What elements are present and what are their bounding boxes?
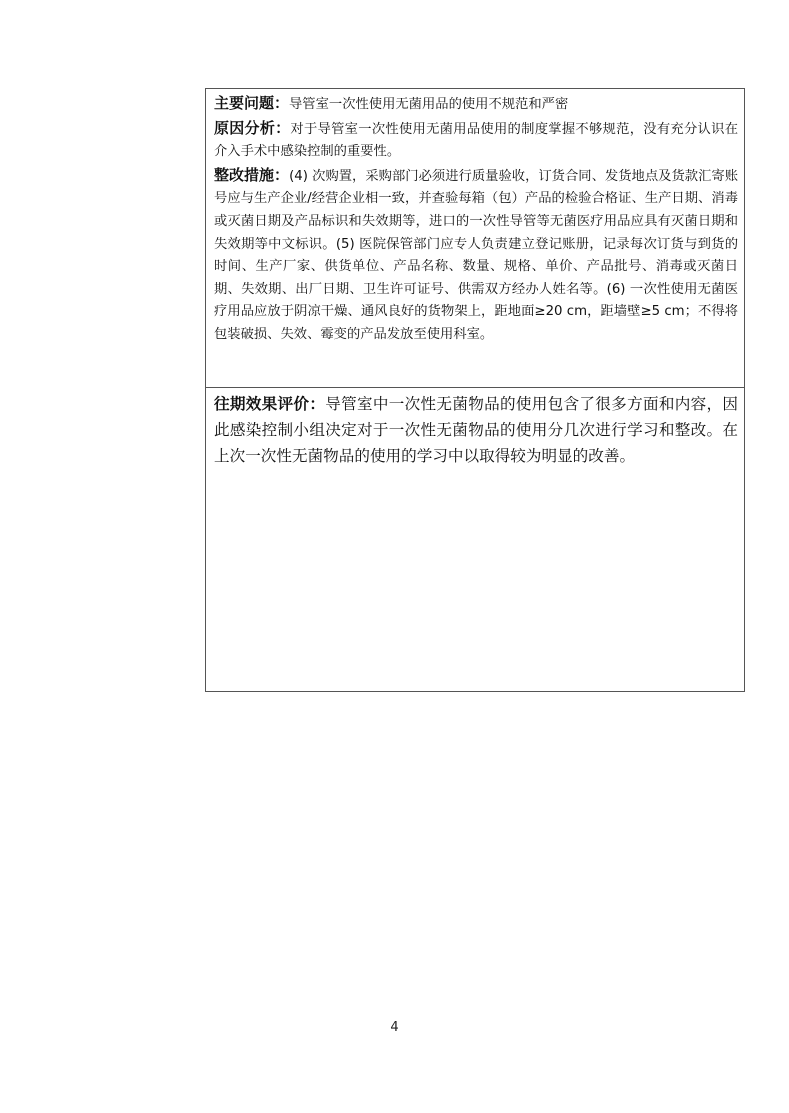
page-number: 4 — [390, 1020, 399, 1035]
measures-label: 整改措施： — [214, 165, 290, 184]
measures-text: (4) 次购置，采购部门必须进行质量验收，订货合同、发货地点及货款汇寄账号应与生产企业/经营企业相一致，并查验每箱（包）产品的检验合格证、生产日期、消毒或灭菌日期及产品标识和失效期等，进口的一次性导管等无菌医疗用品应具有灭菌日期和失效期等中文标识。(5) 医院保管部门应专人负责建立登记账册，记录每次订货与到货的时间、生产厂家、供货单位、产品名称、数量、规格、单价、产品批号、消毒或灭菌日期、失效期、出厂日期、卫生许可证号、供需双方经办人姓名等。(6) 一次性使用无菌医疗用品应放于阴凉干燥、通风良好的货物架上，距地面≥20 cm，距墙壁≥5 cm；不得将包装破损、失效、霉变的产品发放至使用科室。 — [214, 168, 738, 342]
analysis-text: 对于导管室一次性使用无菌用品使用的制度掌握不够规范，没有充分认识在介入手术中感染控制的重要性。 — [214, 121, 738, 160]
problem-label: 主要问题： — [214, 94, 290, 112]
problem-paragraph — [214, 92, 738, 117]
issue-cell — [206, 89, 744, 388]
report-table — [205, 88, 745, 692]
analysis-label: 原因分析： — [214, 118, 291, 137]
evaluation-paragraph — [214, 392, 738, 469]
analysis-paragraph — [214, 117, 738, 164]
evaluation-label: 往期效果评价： — [214, 395, 326, 413]
evaluation-text: 导管室中一次性无菌物品的使用包含了很多方面和内容，因此感染控制小组决定对于一次性无菌物品的使用分几次进行学习和整改。在上次一次性无菌物品的使用的学习中以取得较为明显的改善。 — [214, 395, 738, 465]
problem-text: 导管室一次性使用无菌用品的使用不规范和严密 — [289, 97, 569, 112]
measures-paragraph — [214, 164, 738, 347]
evaluation-cell — [206, 388, 744, 691]
